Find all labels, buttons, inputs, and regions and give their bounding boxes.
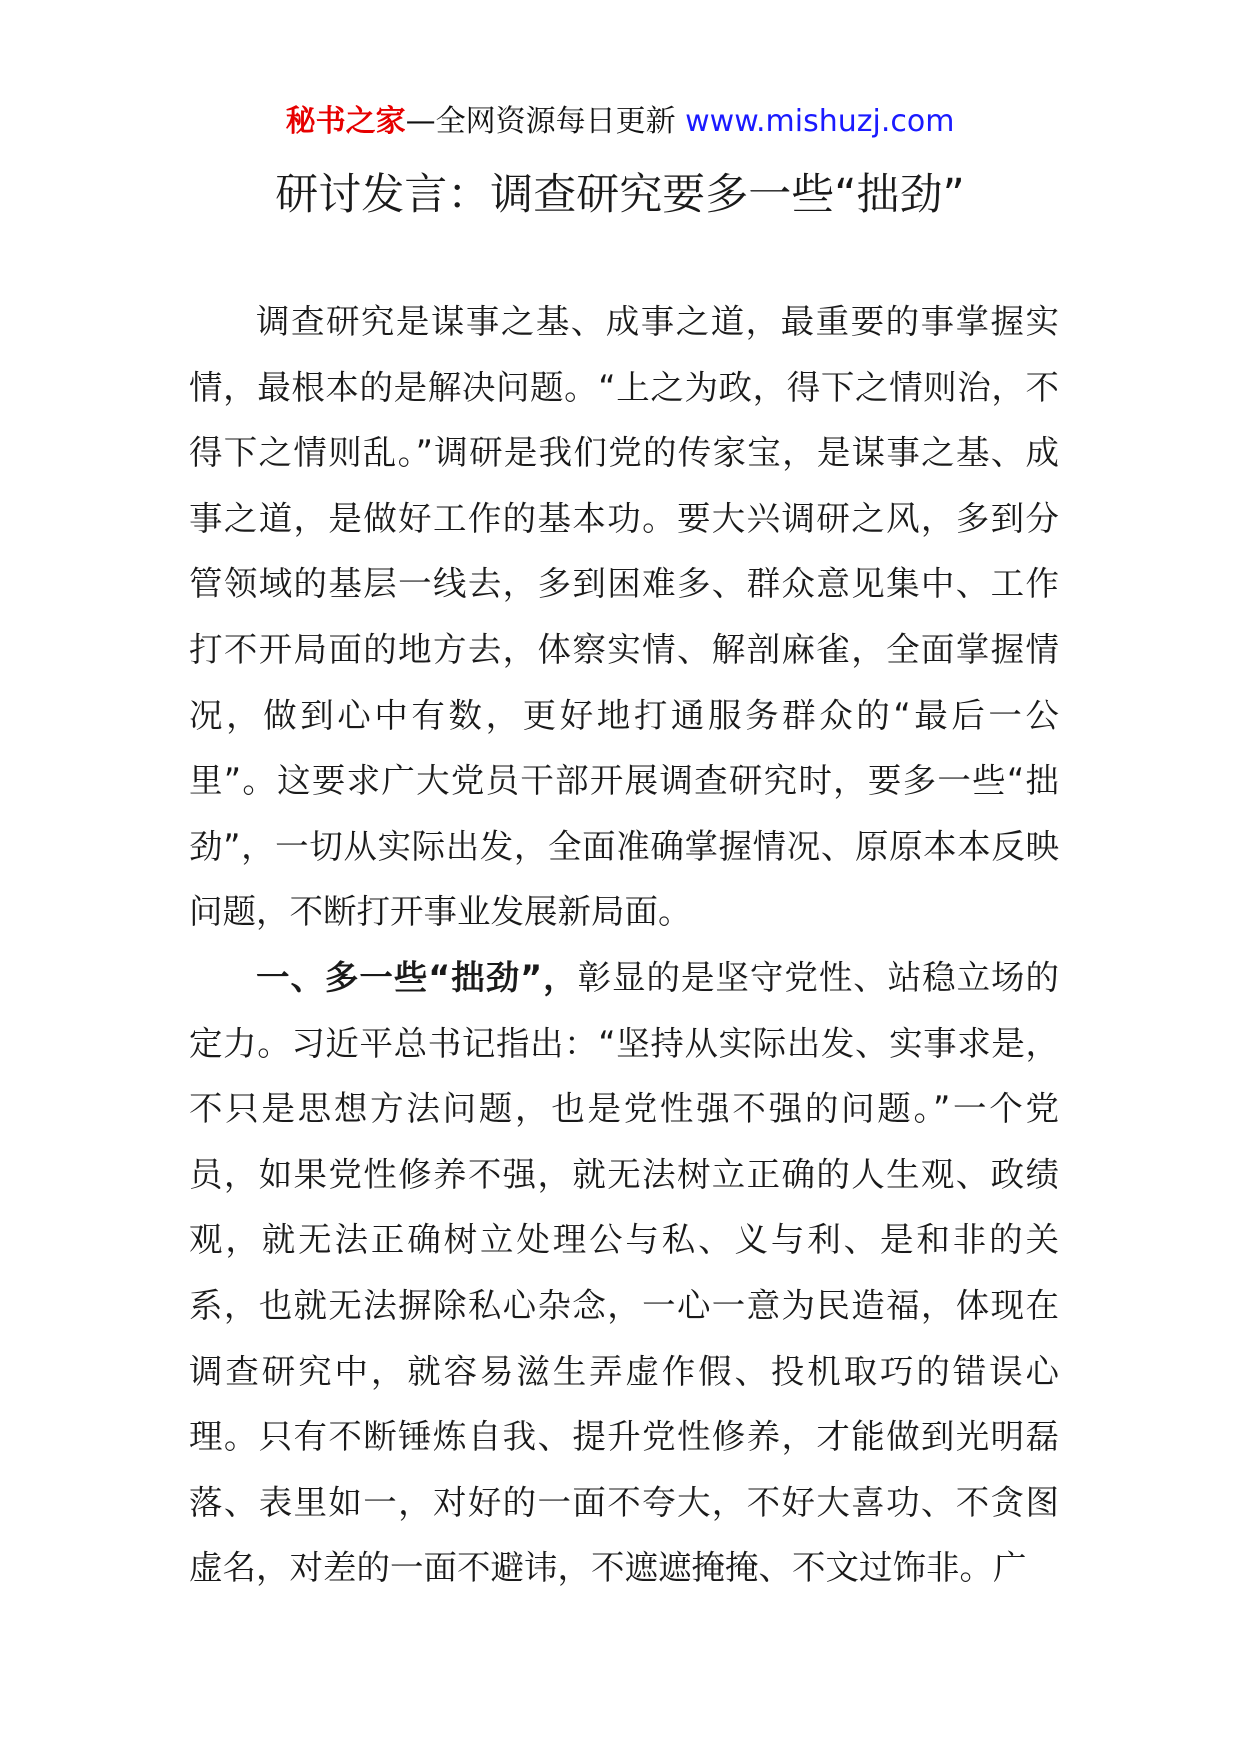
paragraph-text: 调查研究是谋事之基、成事之道，最重要的事掌握实情，最根本的是解决问题。“上之为政，得下之情则治，不得下之情则乱。”调研是我们党的传家宝，是谋事之基、成事之道，是做好工作的基本功。要大兴调研之风，多到分管领域的基层一线去，多到困难多、群众意见集中、工作打不开局面的地方去，体察实情、解剖麻雀，全面掌握情况，做到心中有数，更好地打通服务群众的“最后一公里”。这要求广大党员干部开展调查研究时，要多一些“拙劲”，一切从实际出发，全面准确掌握情况、原原本本反映问题，不断打开事业发展新局面。: [189, 302, 1059, 932]
paragraph-section-one: [189, 945, 1059, 1601]
site-tagline: —全网资源每日更新: [405, 104, 676, 139]
document-body: [189, 289, 1059, 1601]
section-heading: 一、多一些“拙劲”，: [256, 957, 578, 997]
paragraph-intro: [189, 289, 1059, 945]
paragraph-text: 彰显的是坚守党性、站稳立场的定力。习近平总书记指出：“坚持从实际出发、实事求是，不只是思想方法问题，也是党性强不强的问题。”一个党员，如果党性修养不强，就无法树立正确的人生观、政绩观，就无法正确树立处理公与私、义与利、是和非的关系，也就无法摒除私心杂念，一心一意为民造福，体现在调查研究中，就容易滋生弄虚作假、投机取巧的错误心理。只有不断锤炼自我、提升党性修养，才能做到光明磊落、表里如一，对好的一面不夸大，不好大喜功、不贪图虚名，对差的一面不避讳，不遮遮掩掩、不文过饰非。广: [189, 957, 1060, 1588]
site-brand: 秘书之家: [285, 104, 406, 139]
document-title: 研讨发言：调查研究要多一些“拙劲”: [275, 170, 965, 220]
site-url-link[interactable]: www.mishuzj.com: [685, 104, 955, 139]
site-header: [0, 100, 1240, 144]
